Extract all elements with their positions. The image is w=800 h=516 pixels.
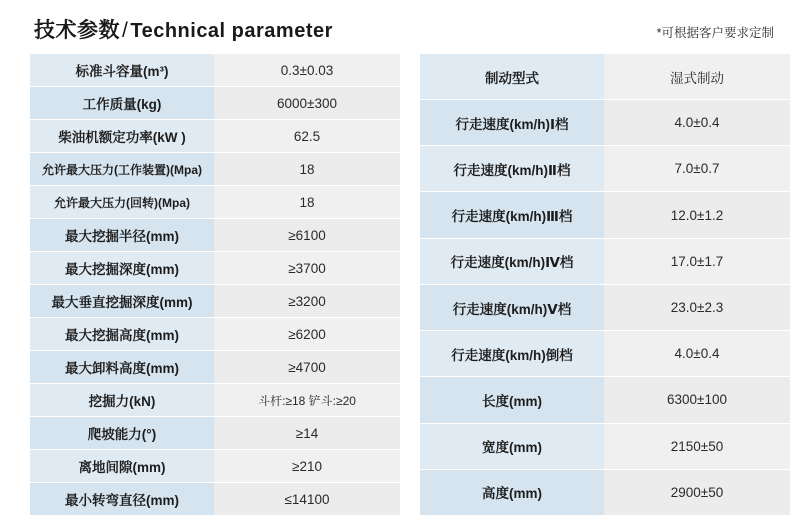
table-row — [420, 192, 790, 238]
table-row — [420, 238, 790, 284]
spec-label: 爬坡能力(°) — [30, 417, 214, 450]
table-row — [30, 120, 400, 153]
spec-value: 17.0±1.7 — [604, 238, 790, 284]
spec-value: ≥210 — [214, 450, 400, 483]
spec-value: 6300±100 — [604, 377, 790, 423]
table-row — [30, 87, 400, 120]
spec-value: 湿式制动 — [604, 54, 790, 100]
spec-value: 4.0±0.4 — [604, 331, 790, 377]
spec-value: ≥6100 — [214, 219, 400, 252]
left-spec-table — [30, 54, 400, 516]
spec-value: ≤14100 — [214, 483, 400, 516]
spec-label: 最大挖掘高度(mm) — [30, 318, 214, 351]
table-row — [420, 146, 790, 192]
table-row — [420, 423, 790, 469]
spec-label: 最大卸料高度(mm) — [30, 351, 214, 384]
spec-label: 长度(mm) — [420, 377, 604, 423]
table-row — [30, 351, 400, 384]
table-row — [30, 450, 400, 483]
spec-value: 斗杆:≥18 铲斗:≥20 — [214, 384, 400, 417]
spec-label: 行走速度(km/h)Ⅴ档 — [420, 284, 604, 330]
spec-label: 制动型式 — [420, 54, 604, 100]
customization-note: *可根据客户要求定制 — [656, 26, 774, 40]
spec-value: 23.0±2.3 — [604, 284, 790, 330]
table-row — [30, 252, 400, 285]
spec-value: ≥3200 — [214, 285, 400, 318]
spec-label: 宽度(mm) — [420, 423, 604, 469]
spec-value: ≥3700 — [214, 252, 400, 285]
spec-label: 离地间隙(mm) — [30, 450, 214, 483]
spec-label: 最大挖掘半径(mm) — [30, 219, 214, 252]
spec-value: ≥6200 — [214, 318, 400, 351]
spec-label: 行走速度(km/h)倒档 — [420, 331, 604, 377]
spec-label: 标准斗容量(m³) — [30, 54, 214, 87]
page-title-en: Technical parameter — [130, 20, 333, 42]
page-header — [0, 0, 800, 54]
table-row — [30, 384, 400, 417]
spec-label: 行走速度(km/h)Ⅲ档 — [420, 192, 604, 238]
page-title-cn: 技术参数 — [34, 19, 120, 42]
table-row — [420, 469, 790, 515]
spec-label: 行走速度(km/h)Ⅳ档 — [420, 238, 604, 284]
page-title — [34, 14, 333, 44]
spec-label: 允许最大压力(回转)(Mpa) — [30, 186, 214, 219]
spec-value: 4.0±0.4 — [604, 100, 790, 146]
table-row — [30, 285, 400, 318]
spec-value: 2150±50 — [604, 423, 790, 469]
spec-label: 最小转弯直径(mm) — [30, 483, 214, 516]
spec-value: 18 — [214, 186, 400, 219]
spec-label: 行走速度(km/h)Ⅱ档 — [420, 146, 604, 192]
spec-value: 6000±300 — [214, 87, 400, 120]
spec-label: 允许最大压力(工作装置)(Mpa) — [30, 153, 214, 186]
table-row — [30, 54, 400, 87]
table-row — [420, 377, 790, 423]
spec-label: 高度(mm) — [420, 469, 604, 515]
spec-value: 12.0±1.2 — [604, 192, 790, 238]
table-row — [30, 417, 400, 450]
spec-value: 7.0±0.7 — [604, 146, 790, 192]
table-row — [30, 318, 400, 351]
spec-tables — [0, 54, 800, 516]
right-spec-table — [420, 54, 790, 516]
spec-value: ≥14 — [214, 417, 400, 450]
table-row — [420, 284, 790, 330]
spec-value: 0.3±0.03 — [214, 54, 400, 87]
spec-label: 工作质量(kg) — [30, 87, 214, 120]
table-row — [420, 100, 790, 146]
spec-label: 行走速度(km/h)Ⅰ档 — [420, 100, 604, 146]
spec-label: 最大垂直挖掘深度(mm) — [30, 285, 214, 318]
spec-value: ≥4700 — [214, 351, 400, 384]
table-row — [30, 483, 400, 516]
table-row — [420, 331, 790, 377]
spec-value: 2900±50 — [604, 469, 790, 515]
table-row — [420, 54, 790, 100]
spec-label: 柴油机额定功率(kW ) — [30, 120, 214, 153]
spec-label: 挖掘力(kN) — [30, 384, 214, 417]
table-row — [30, 153, 400, 186]
spec-value: 18 — [214, 153, 400, 186]
table-row — [30, 186, 400, 219]
spec-label: 最大挖掘深度(mm) — [30, 252, 214, 285]
page-title-separator: / — [122, 19, 129, 42]
spec-value: 62.5 — [214, 120, 400, 153]
table-row — [30, 219, 400, 252]
